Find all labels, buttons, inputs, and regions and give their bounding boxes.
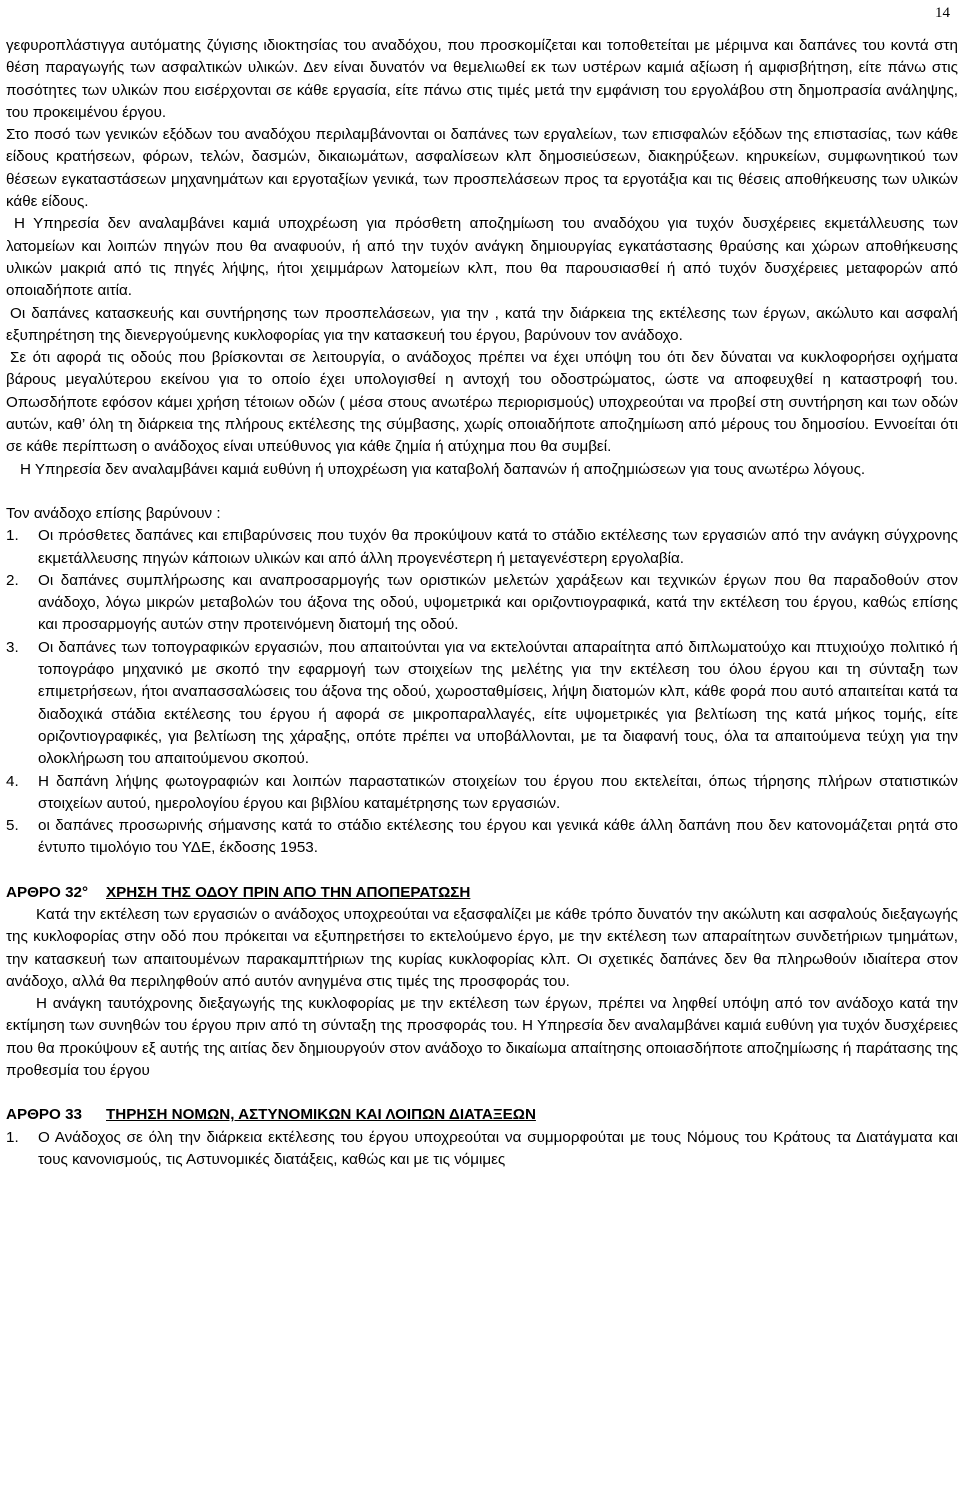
paragraph: γεφυροπλάστιγγα αυτόματης ζύγισης ιδιοκτησίας του αναδόχου, που προσκομίζεται και τοποθετείται με μέριμνα και δαπάνες του κοντά στη θέση παραγωγής των ασφαλτικών υλικών. Δεν είναι δυνατόν να θεμελιωθεί εκ των υστέρων καμιά αξίωση ή αμφισβήτηση, είτε πάνω στις ποσότητες των υλικών που εισέρχονται σε κάθε εργασία, είτε πάνω στις τιμές μετά την εμφάνιση του εργολάβου στη δημοπρασία ανάληψης, του προκειμένου έργου.	[6, 37, 958, 121]
paragraph: Η ανάγκη ταυτόχρονης διεξαγωγής της κυκλοφορίας με την εκτέλεση των έργων, πρέπει να ληφθεί υπόψη από τον ανάδοχο κατά την εκτίμηση των συνηθών του έργου πριν από τη σύνταξη της προσφοράς του. Η Υπηρεσία δεν αναλαμβάνει καμιά ευθύνη για τυχόν δυσχέρειες που θα προκύψουν εξ αυτής της αιτίας δεν δημιουργούν στον ανάδοχο το δικαίωμα απαίτησης οποιασδήποτε αποζημίωσης ή παράτασης της προθεσμία του έργου	[6, 995, 958, 1080]
article-number: ΑΡΘΡΟ 32°	[6, 883, 89, 901]
list-item-text: Οι δαπάνες των τοπογραφικών εργασιών, που απαιτούνται για να εκτελούνται απαραίτητα από διπλωματούχο και πτυχιούχο πολιτικό ή τοπογράφο μηχανικό με σκοπό την εφαρμογή των στοιχείων της μελέτης για την εκτέλεση του όλου έργου και τη σύνταξη των επιμετρήσεων, ήτοι αναπασσαλώσεις του άξονα της οδού, χωροσταθμίσεις, λήψη διατομών κλπ, κάθε φορά που αυτό απαιτείται κατά τα διαδοχικά στάδια εκτέλεσης του έργου ή αφορά σε μικροπαραλλαγές, είτε υψομετρικές για βελτίωση της κατά μήκος τομής, είτε οριζοντιογραφικές, για βελτίωση της χάραξης, οπότε πρέπει να υποβάλλονται, με τα διαφανή τους, όλα τα απαιτούμενα τεύχη για την ολοκλήρωση του απαιτούμενου σκοπού.	[38, 638, 958, 768]
spacer	[6, 481, 958, 503]
article-number: ΑΡΘΡΟ 33	[6, 1106, 82, 1124]
list-item-number: 2.	[6, 571, 19, 589]
article-heading	[6, 882, 958, 904]
paragraph: Η Υπηρεσία δεν αναλαμβάνει καμιά υποχρέωση για πρόσθετη αποζημίωση του αναδόχου για τυχόν δυσχέρειες εκμετάλλευσης των λατομείων και λοιπών πηγών που θα αναφυούν, ή από την τυχόν ανάγκη δημιουργίας εγκατάστασης θραύσης και χώρων αποθήκευσης υλικών μακριά από τις πηγές λήψης, ήτοι χειμμάρων λατομείων κλπ, που θα παρουσιασθεί ή από τυχόν δυσχέρειες μεταφορών από οποιαδήποτε αιτία.	[6, 215, 958, 300]
list-item-text: Η δαπάνη λήψης φωτογραφιών και λοιπών παραστατικών στοιχείων του έργου που εκτελείται, όπως τήρησης πλήρων στατιστικών στοιχείων αυτού, ημερολογίου έργου και βιβλίου καταμέτρησης των εργασιών.	[38, 772, 958, 812]
document-body	[6, 35, 958, 1171]
list-item	[6, 771, 958, 816]
paragraph: Στο ποσό των γενικών εξόδων του αναδόχου περιλαμβάνονται οι δαπάνες των εργαλείων, των επισφαλών εξόδων της επιστασίας, των κάθε είδους κρατήσεων, φόρων, τελών, δασμών, δικαιωμάτων, ασφαλίσεων κλπ δημοσιεύσεων, διακηρύξεων. κηρυκείων, συμφωνητικού των θέσεων εγκαταστάσεων μηχανημάτων και εργοταξίων γενικά, των προσπελάσεων προς τα εργοτάξια και τις θέσεις αποθήκευσης των υλικών κάθε είδους.	[6, 126, 958, 211]
numbered-list	[6, 1127, 958, 1172]
article-heading	[6, 1104, 958, 1126]
list-item-number: 4.	[6, 772, 19, 790]
numbered-list	[6, 525, 958, 859]
list-intro: Τον ανάδοχο επίσης βαρύνουν :	[6, 504, 221, 522]
list-item	[6, 525, 958, 570]
list-item-number: 3.	[6, 638, 19, 656]
spacer	[6, 860, 958, 882]
list-item-number: 1.	[6, 1128, 19, 1146]
spacer	[6, 1082, 958, 1104]
page-number: 14	[935, 5, 950, 21]
article-title: ΤΗΡΗΣΗ ΝΟΜΩΝ, ΑΣΤΥΝΟΜΙΚΩΝ ΚΑΙ ΛΟΙΠΩΝ ΔΙΑΤΑΞΕΩΝ	[106, 1106, 536, 1124]
paragraph: Σε ότι αφορά τις οδούς που βρίσκονται σε λειτουργία, ο ανάδοχος πρέπει να έχει υπόψη του ότι δεν δύναται να κυκλοφορήσει οχήματα βάρους μεγαλύτερου εκείνου για το οποίο έχει υπολογισθεί η αντοχή του οδοστρώματος, ώστε να αποφευχθεί η καταστροφή του. Οπωσδήποτε εφόσον κάμει χρήση τέτοιων οδών ( μέσα στους ανωτέρω περιορισμούς) υποχρεούται να προβεί στη συντήρηση και των οδών αυτών, καθ’ όλη τη διάρκεια της πλήρους εκτέλεσης της σύμβασης, χωρίς οποιαδήποτε αποζημίωση από μέρους του δημοσίου. Εννοείται ότι σε κάθε περίπτωση ο ανάδοχος είναι υπεύθυνος για κάθε ζημία ή ατύχημα που θα συμβεί.	[6, 349, 958, 456]
list-item-number: 1.	[6, 527, 19, 545]
list-item	[6, 815, 958, 860]
list-item-number: 5.	[6, 817, 19, 835]
list-item-text: Ο Ανάδοχος σε όλη την διάρκεια εκτέλεσης του έργου υποχρεούται να συμμορφούται με τους Νόμους του Κράτους τα Διατάγματα και τους κανονισμούς, τις Αστυνομικές διατάξεις, καθώς και με τις νόμιμες	[38, 1128, 958, 1168]
paragraph: Η Υπηρεσία δεν αναλαμβάνει καμιά ευθύνη ή υποχρέωση για καταβολή δαπανών ή αποζημιώσεων για τους ανωτέρω λόγους.	[20, 460, 866, 478]
list-item	[6, 570, 958, 637]
list-item-text: Οι πρόσθετες δαπάνες και επιβαρύνσεις που τυχόν θα προκύψουν κατά το στάδιο εκτέλεσης των εργασιών από την ανάγκη σύγχρονης εκμετάλλευσης πηγών κάποιων υλικών και από άλλη προγενέστερη ή μεταγενέστερη εργολαβία.	[38, 527, 958, 567]
list-item	[6, 1127, 958, 1172]
paragraph: Οι δαπάνες κατασκευής και συντήρησης των προσπελάσεων, για την , κατά την διάρκεια της εκτέλεσης των έργων, ακώλυτο και ασφαλή εξυπηρέτηση της διενεργούμενης κυκλοφορίας για την κατασκευή του έργου, βαρύνουν τον ανάδοχο.	[6, 304, 958, 344]
list-item	[6, 637, 958, 771]
paragraph: Κατά την εκτέλεση των εργασιών ο ανάδοχος υποχρεούται να εξασφαλίζει με κάθε τρόπο δυνατόν την ακώλυτη και ασφαλούς διεξαγωγής της κυκλοφορίας στην οδό που πρόκειται να εξυπηρετήσει το εκτελούμενο έργο, με την εκτέλεση των απαραίτητων συνδετήριων τμημάτων, την κατασκευή των απαιτουμένων παρακαμπτήριων της κυρίας κυκλοφορίας κλπ. Οι σχετικές δαπάνες δεν θα πληρωθούν ιδιαίτερα στον ανάδοχο, αλλά θα περιληφθούν από αυτόν ανηγμένα στις τιμές της προσφοράς του.	[6, 905, 958, 990]
list-item-text: οι δαπάνες προσωρινής σήμανσης κατά το στάδιο εκτέλεσης του έργου και γενικά κάθε άλλη δαπάνη που δεν κατονομάζεται ρητά στο έντυπο τιμολόγιο του ΥΔΕ, έκδοσης 1953.	[38, 817, 958, 857]
article-title: ΧΡΗΣΗ ΤΗΣ ΟΔΟΥ ΠΡΙΝ ΑΠΟ ΤΗΝ ΑΠΟΠΕΡΑΤΩΣΗ	[106, 883, 471, 901]
list-item-text: Οι δαπάνες συμπλήρωσης και αναπροσαρμογής των οριστικών μελετών χαράξεων και τεχνικών έργων που θα παραδοθούν στον ανάδοχο, λόγω μικρών μεταβολών του άξονα της οδού, υψομετρικά και οριζοντιογραφικά, κατά την εκτέλεση του έργου, καθώς επίσης και προσαρμογής αυτών στην προτεινόμενη διατομή της οδού.	[38, 571, 958, 634]
